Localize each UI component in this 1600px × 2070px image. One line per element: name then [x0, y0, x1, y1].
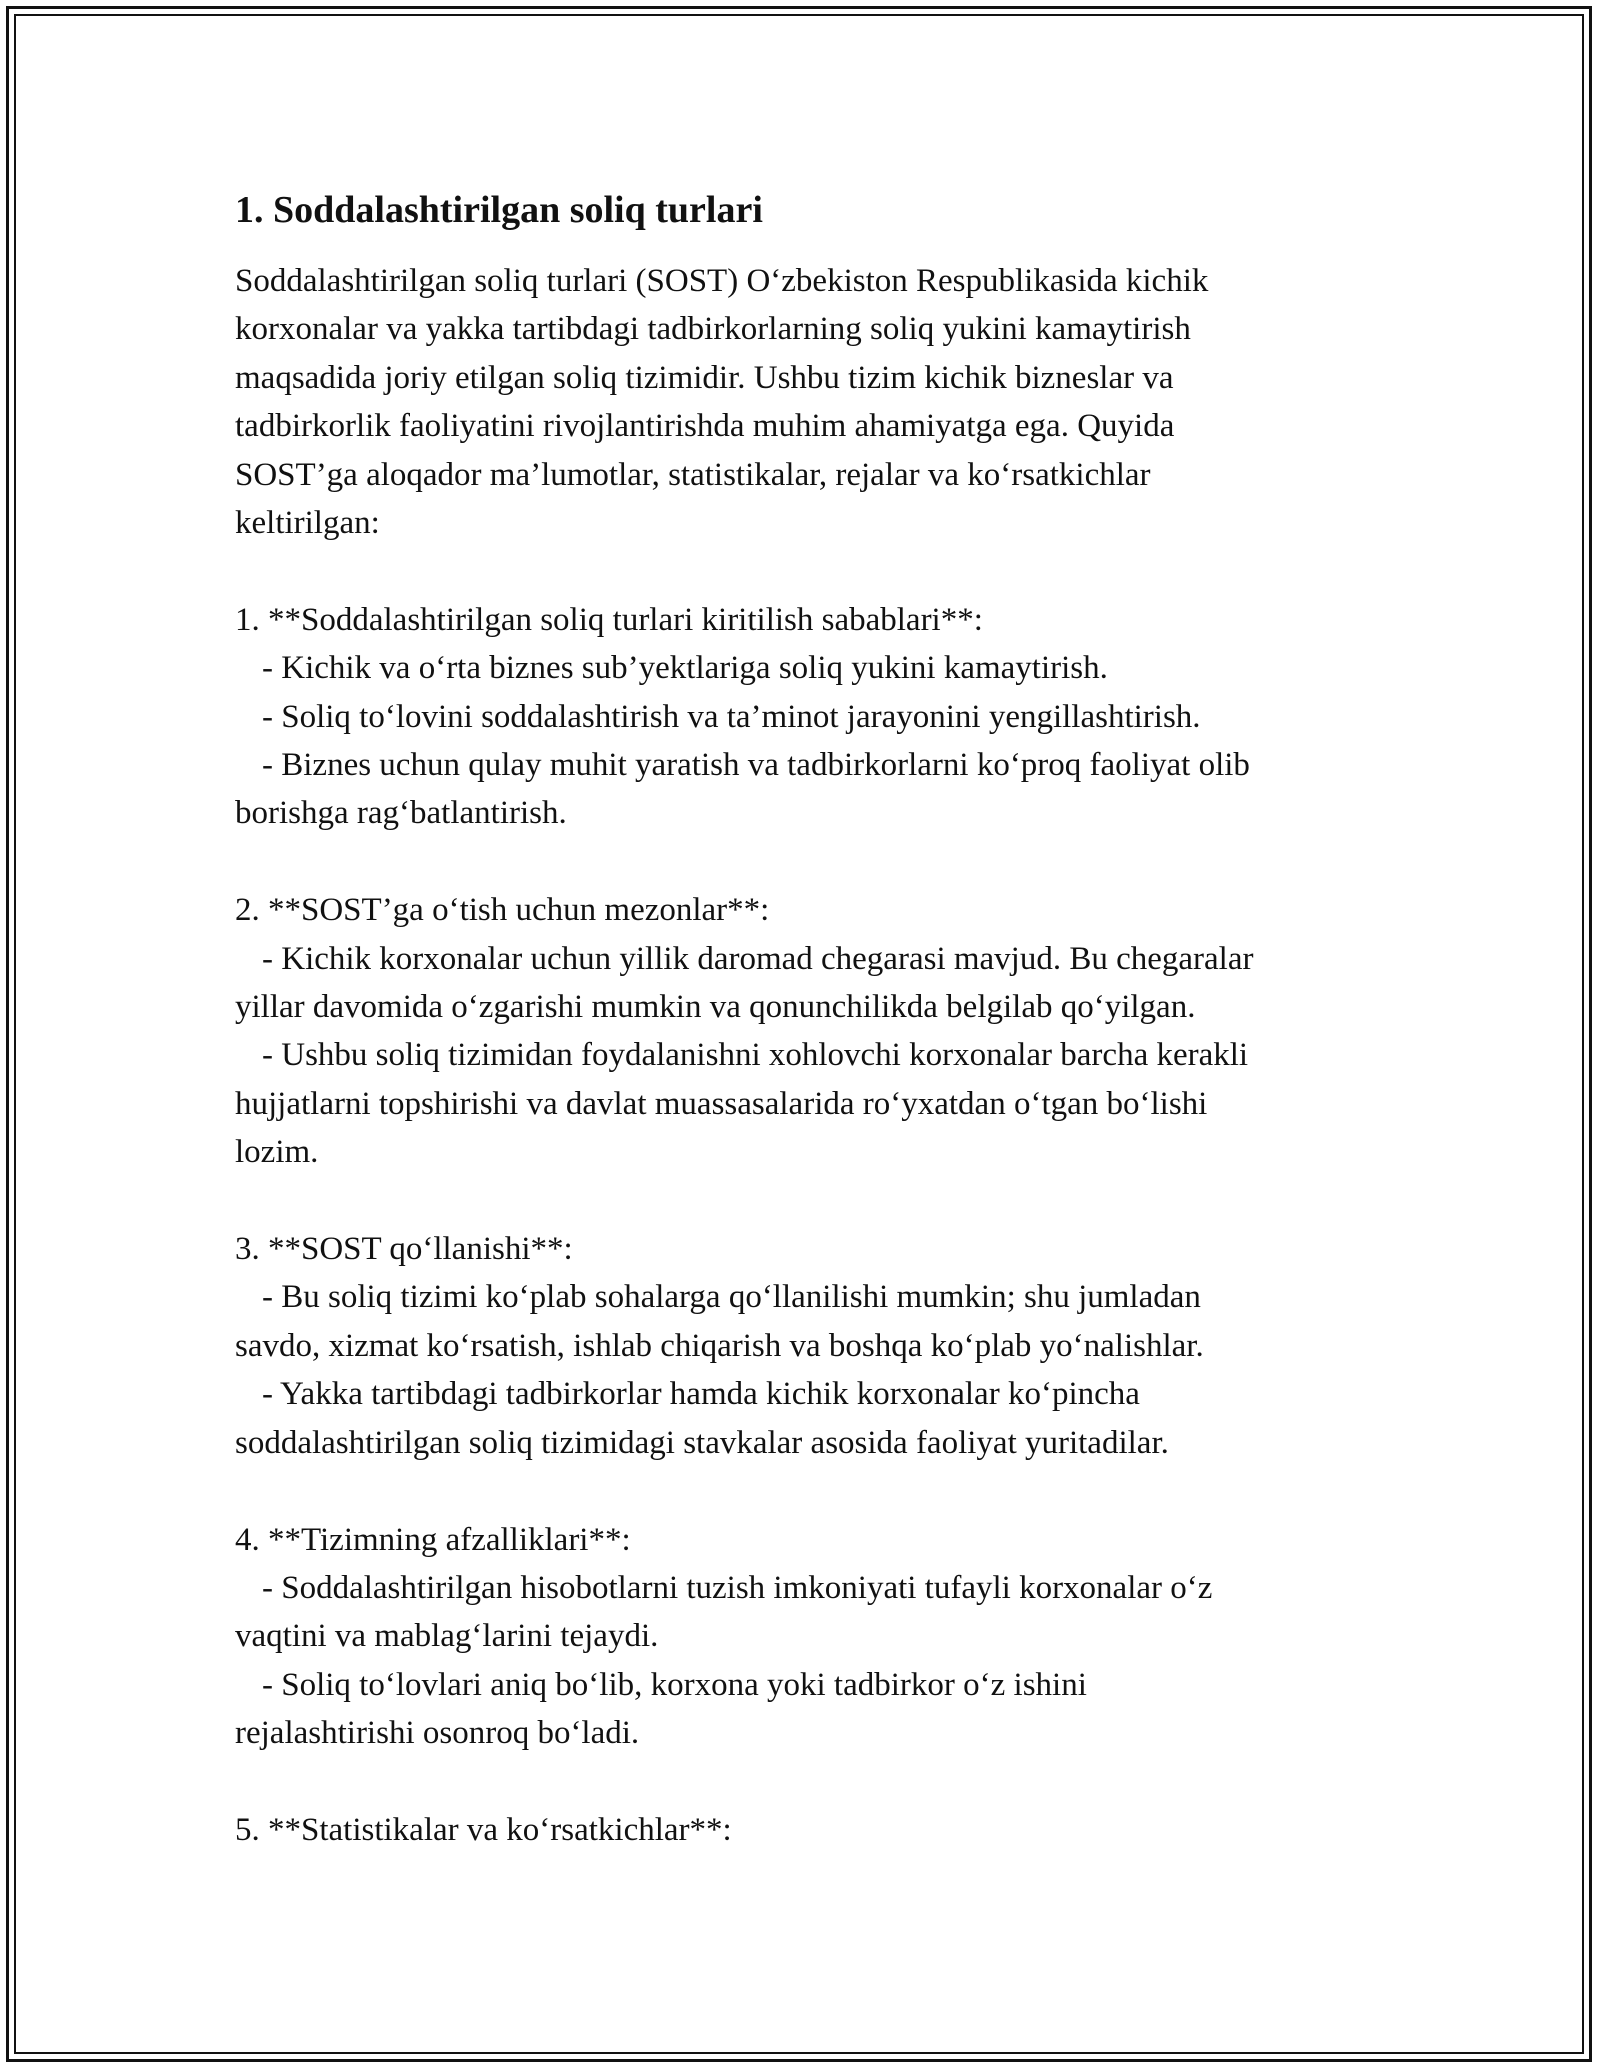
section-heading: 1. **Soddalashtirilgan soliq turlari kiritilish sabablari**: [235, 601, 983, 638]
intro-line: maqsadida joriy etilgan soliq tizimidir. Ushbu tizim kichik bizneslar va [235, 359, 1174, 396]
blank-line [235, 1758, 1385, 1806]
bullet-line: - Soliq to‘lovlari aniq bo‘lib, korxona yoki tadbirkor o‘z ishini [262, 1666, 1087, 1703]
bullet-continuation: lozim. [235, 1134, 319, 1171]
blank-line [235, 1467, 1385, 1515]
intro-line: tadbirkorlik faoliyatini rivojlantirishda muhim ahamiyatga ega. Quyida [235, 408, 1175, 445]
intro-line: korxonalar va yakka tartibdagi tadbirkorlarning soliq yukini kamaytirish [235, 311, 1191, 348]
intro-line: Soddalashtirilgan soliq turlari (SOST) O‘zbekiston Respublikasida kichik [235, 263, 1209, 299]
bullet-continuation: savdo, xizmat ko‘rsatish, ishlab chiqarish va boshqa ko‘plab yo‘nalishlar. [235, 1327, 1204, 1364]
intro-line: keltirilgan: [235, 505, 380, 542]
blank-line [235, 547, 1385, 595]
section-heading: 4. **Tizimning afzalliklari**: [235, 1521, 631, 1558]
section-reasons [235, 596, 1385, 838]
bullet-line: - Kichik va o‘rta biznes sub’yektlariga soliq yukini kamaytirish. [262, 650, 1108, 687]
bullet-line: - Kichik korxonalar uchun yillik daromad chegarasi mavjud. Bu chegaralar [262, 940, 1254, 977]
section-criteria [235, 886, 1385, 1176]
bullet-line: - Yakka tartibdagi tadbirkorlar hamda kichik korxonalar ko‘pincha [262, 1376, 1140, 1413]
intro-line: SOST’ga aloqador ma’lumotlar, statistikalar, rejalar va ko‘rsatkichlar [235, 456, 1151, 493]
document-body [235, 185, 1385, 1854]
bullet-continuation: yillar davomida o‘zgarishi mumkin va qonunchilikda belgilab qo‘yilgan. [235, 989, 1196, 1026]
bullet-continuation: hujjatlarni topshirishi va davlat muassasalarida ro‘yxatdan o‘tgan bo‘lishi [235, 1085, 1208, 1122]
bullet-line: - Biznes uchun qulay muhit yaratish va tadbirkorlarni ko‘proq faoliyat olib [262, 747, 1250, 784]
bullet-line: - Soddalashtirilgan hisobotlarni tuzish imkoniyati tufayli korxonalar o‘z [262, 1569, 1213, 1606]
bullet-continuation: rejalashtirishi osonroq bo‘ladi. [235, 1715, 640, 1752]
intro-paragraph [235, 257, 1385, 547]
bullet-continuation: borishga rag‘batlantirish. [235, 795, 567, 832]
bullet-line: - Bu soliq tizimi ko‘plab sohalarga qo‘llanilishi mumkin; shu jumladan [262, 1279, 1201, 1316]
section-statistics [235, 1806, 1385, 1854]
section-heading: 2. **SOST’ga o‘tish uchun mezonlar**: [235, 892, 770, 929]
blank-line [235, 838, 1385, 886]
document-title: 1. Soddalashtirilgan soliq turlari [235, 189, 763, 231]
bullet-line: - Ushbu soliq tizimidan foydalanishni xohlovchi korxonalar barcha kerakli [262, 1037, 1249, 1074]
bullet-continuation: vaqtini va mablag‘larini tejaydi. [235, 1618, 659, 1655]
bullet-continuation: soddalashtirilgan soliq tizimidagi stavkalar asosida faoliyat yuritadilar. [235, 1424, 1169, 1461]
section-heading: 3. **SOST qo‘llanishi**: [235, 1231, 573, 1268]
section-application [235, 1225, 1385, 1467]
section-advantages [235, 1516, 1385, 1758]
bullet-line: - Soliq to‘lovini soddalashtirish va ta’minot jarayonini yengillashtirish. [262, 698, 1201, 735]
section-heading: 5. **Statistikalar va ko‘rsatkichlar**: [235, 1811, 732, 1848]
blank-line [235, 1177, 1385, 1225]
